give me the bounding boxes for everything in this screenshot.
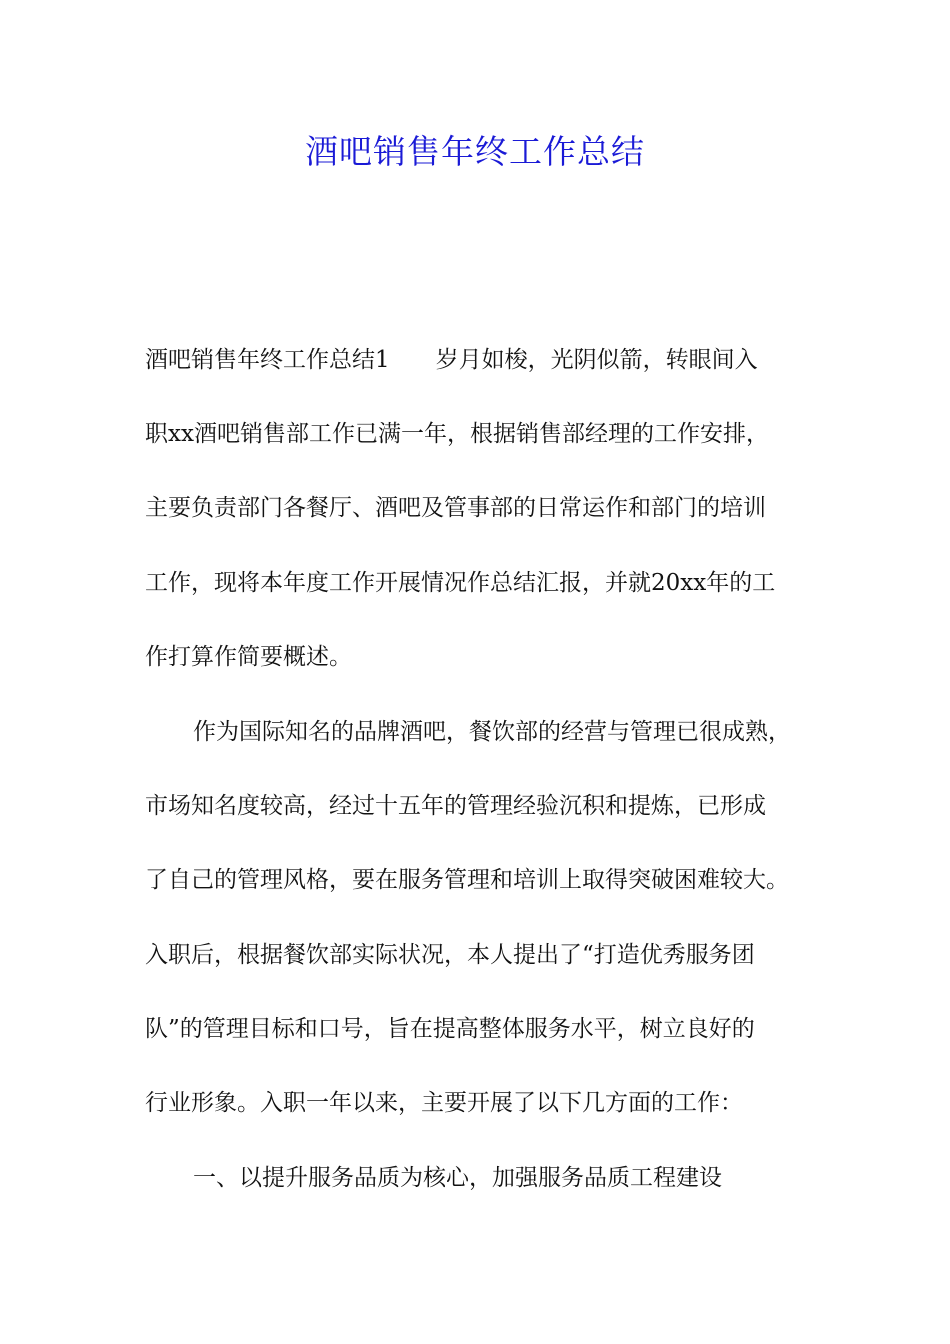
document-title: 酒吧销售年终工作总结 [305, 132, 645, 171]
body-line: 市场知名度较高，经过十五年的管理经验沉积和提炼，已形成 [145, 793, 766, 819]
body-line: 作打算作简要概述。 [145, 644, 352, 670]
body-line: 行业形象。入职一年以来，主要开展了以下几方面的工作： [145, 1090, 743, 1116]
section-heading: 一、以提升服务品质为核心，加强服务品质工程建设 [193, 1165, 722, 1191]
body-line: 酒吧销售年终工作总结1 岁月如梭，光阴似箭，转眼间入 [145, 347, 758, 373]
body-line: 入职后，根据餐饮部实际状况，本人提出了“打造优秀服务团 [145, 942, 755, 968]
body-line: 主要负责部门各餐厅、酒吧及管事部的日常运作和部门的培训 [145, 495, 766, 521]
body-line: 队”的管理目标和口号，旨在提高整体服务水平，树立良好的 [145, 1016, 755, 1042]
body-line: 了自己的管理风格，要在服务管理和培训上取得突破困难较大。 [145, 867, 789, 893]
body-line: 工作，现将本年度工作开展情况作总结汇报，并就20xx年的工 [145, 570, 776, 596]
body-line: 作为国际知名的品牌酒吧，餐饮部的经营与管理已很成熟， [193, 719, 791, 745]
body-line: 职xx酒吧销售部工作已满一年，根据销售部经理的工作安排， [145, 421, 769, 447]
